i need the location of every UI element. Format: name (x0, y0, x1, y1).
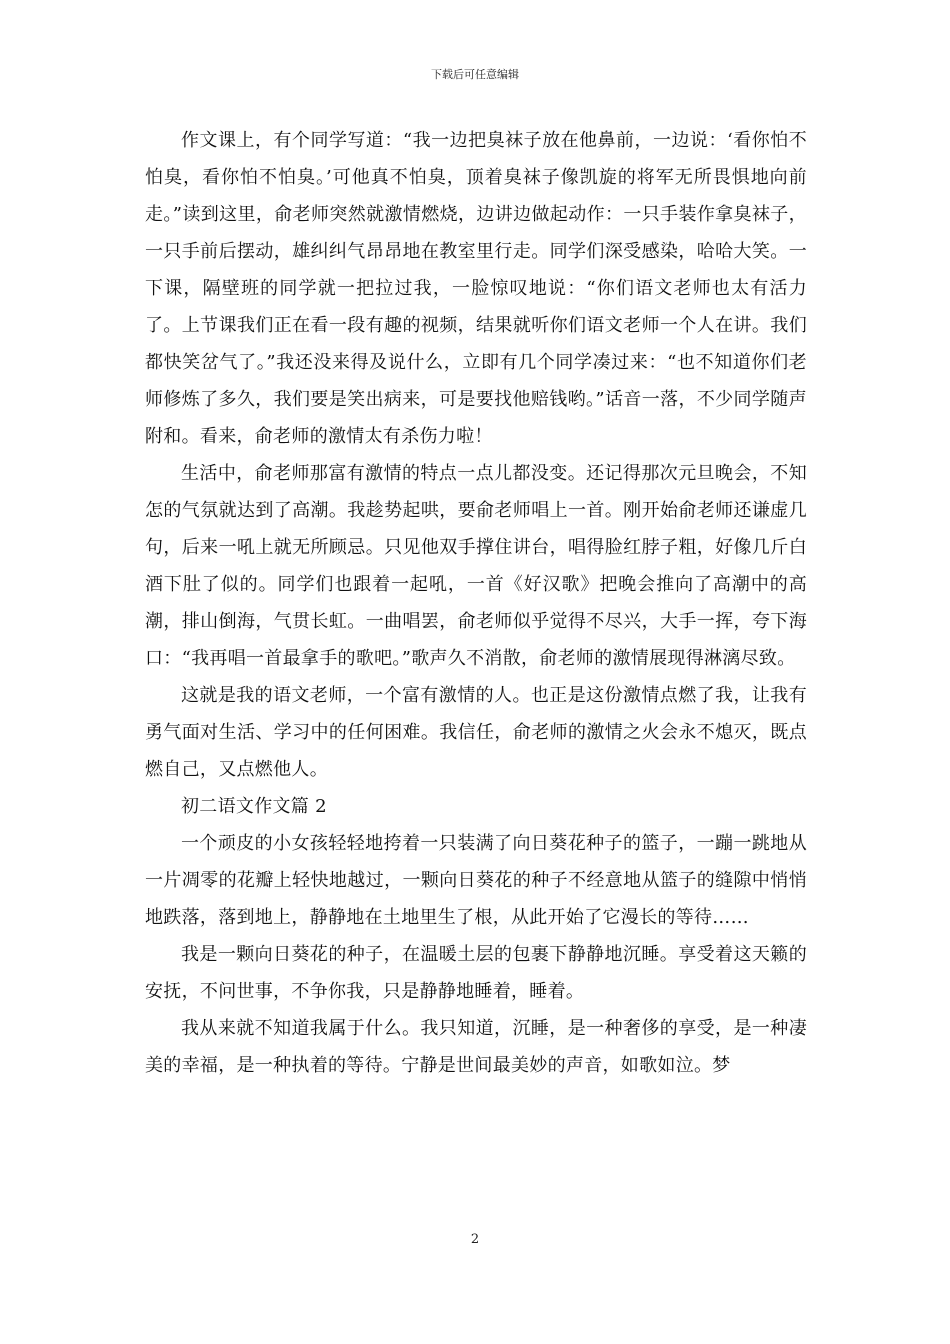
paragraph-sleeping-seed: 我是一颗向日葵花的种子，在温暖土层的包裹下静静地沉睡。享受着这天籁的安抚，不问世事，不争你我，只是静静地睡着，睡着。 (145, 944, 807, 1002)
header-note: 下载后可任意编辑 (431, 68, 519, 81)
paragraph-conclusion: 这就是我的语文老师，一个富有激情的人。也正是这份激情点燃了我，让我有勇气面对生活、学习中的任何困难。我信任，俞老师的激情之火会永不熄灭，既点燃自己，又点燃他人。 (145, 685, 807, 780)
paragraph-sunflower-seed: 一个顽皮的小女孩轻轻地挎着一只装满了向日葵花种子的篮子，一蹦一跳地从一片凋零的花瓣上轻快地越过，一颗向日葵花的种子不经意地从篮子的缝隙中悄悄地跌落，落到地上，静静地在土地里生了根，从此开始了它漫长的等待…… (145, 833, 807, 928)
paragraph-new-year-party: 生活中，俞老师那富有激情的特点一点儿都没变。还记得那次元旦晚会，不知怎的气氛就达到了高潮。我趁势起哄，要俞老师唱上一首。刚开始俞老师还谦虚几句，后来一吼上就无所顾忌。只见他双手撑住讲台，唱得脸红脖子粗，好像几斤白酒下肚了似的。同学们也跟着一起吼，一首《好汉歌》把晚会推向了高潮中的高潮，排山倒海，气贯长虹。一曲唱罢，俞老师似乎觉得不尽兴，大手一挥，夸下海口：“我再唱一首最拿手的歌吧。”歌声久不消散，俞老师的激情展现得淋漓尽致。 (145, 463, 807, 669)
paragraph-waiting: 我从来就不知道我属于什么。我只知道，沉睡，是一种奢侈的享受，是一种凄美的幸福，是一种执着的等待。宁静是世间最美妙的声音，如歌如泣。梦 (145, 1018, 807, 1076)
page-number: 2 (470, 1232, 480, 1247)
paragraph-teacher-class: 作文课上，有个同学写道：“我一边把臭袜子放在他鼻前，一边说：‘看你怕不怕臭，看你怕不怕臭。’可他真不怕臭，顶着臭袜子像凯旋的将军无所畏惧地向前走。”读到这里，俞老师突然就激情燃烧，边讲边做起动作：一只手装作拿臭袜子，一只手前后摆动，雄纠纠气昂昂地在教室里行走。同学们深受感染，哈哈大笑。一下课，隔壁班的同学就一把拉过我，一脸惊叹地说：“你们语文老师也太有活力了。上节课我们正在看一段有趣的视频，结果就听你们语文老师一个人在讲。我们都快笑岔气了。”我还没来得及说什么，立即有几个同学凑过来：“也不知道你们老师修炼了多久，我们要是笑出病来，可是要找他赔钱哟。”话音一落，不少同学随声附和。看来，俞老师的激情太有杀伤力啦！ (145, 130, 807, 447)
document-body (145, 122, 807, 1084)
essay-heading: 初二语文作文篇 2 (181, 796, 327, 817)
